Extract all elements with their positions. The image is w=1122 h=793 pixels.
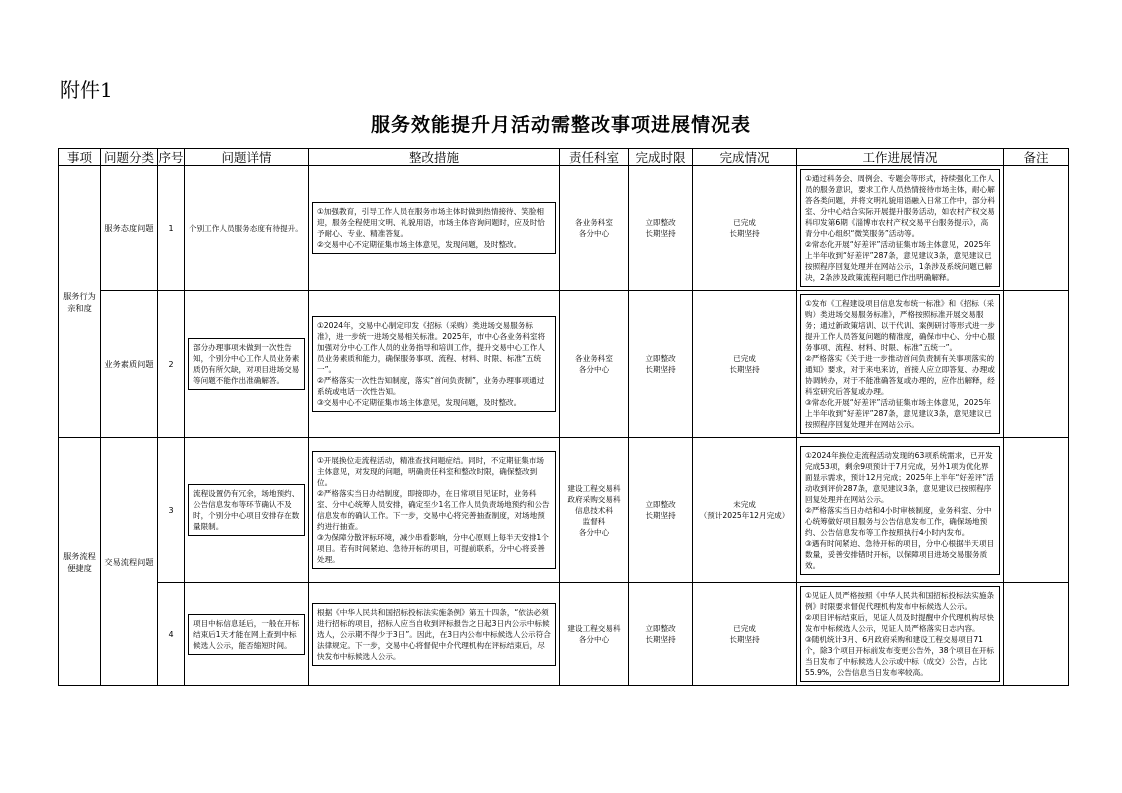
detail-cell: 项目中标信息延后，一般在开标结束后1天才能在网上查到中标候选人公示，能否缩短时间。: [185, 583, 309, 686]
header-progress: 工作进展情况: [797, 149, 1004, 166]
measures-cell: ①2024年，交易中心制定印发《招标（采购）类进场交易服务标准》，进一步统一进场交易相关标准。2025年，市中心各业务科室将加强对分中心工作人员的业务指导和培训工作，提升交易中心工作人员业务素质和能力，确保服务事项、流程、材料、时限、标准“五统一”。 ②严格落实一次性告知制度，落实“首问负责制”，业务办理事项通过系统或电话一次性告知。 ③交易中心不定期征集市场主体意见，发现问题，及时整改。: [309, 291, 560, 438]
header-note: 备注: [1004, 149, 1069, 166]
page-title: 服务效能提升月活动需整改事项进展情况表: [370, 114, 751, 136]
deadline-cell: 立即整改 长期坚持: [629, 291, 693, 438]
progress-cell: ①发布《工程建设项目信息发布统一标准》和《招标（采购）类进场交易服务标准》，严格按照标准开展交易服务；通过新政策培训、以干代训、案例研讨等形式进一步提升工作人员答复问题的精准度，确保市中心、分中心服务事项、流程、材料、时限、标准“五统一”。 ②严格落实《关于进一步推动首问负责制有关事项落实的通知》要求，对于来电来访，首接人应立即答复、办理或协调转办，对于不能准确答复或办理的，应作出解释，经科室研究后答复或办理。 ③常态化开展“好差评”活动征集市场主体意见，2025年上半年收到“好差评”287条，意见建议3条，意见建议已按照程序回复处理并在网站公示。: [797, 291, 1004, 438]
category-cell: 交易流程问题: [101, 438, 158, 686]
header-category: 问题分类: [101, 149, 158, 166]
note-cell: [1004, 166, 1069, 291]
header-item: 事项: [59, 149, 101, 166]
dept-cell: 建设工程交易科 各分中心: [560, 583, 629, 686]
seq-cell: 3: [158, 438, 185, 583]
item-cell: 服务流程 便捷度: [59, 438, 101, 686]
detail-cell: 个别工作人员服务态度有待提升。: [185, 166, 309, 291]
status-cell: 已完成 长期坚持: [693, 291, 797, 438]
table-row: [59, 166, 1069, 291]
status-cell: 已完成 长期坚持: [693, 166, 797, 291]
note-cell: [1004, 438, 1069, 583]
progress-table: [58, 148, 1069, 686]
seq-cell: 2: [158, 291, 185, 438]
detail-cell: 流程设置仍有冗余，场地预约、公告信息发布等环节确认不及时，个别分中心项目安排存在数量限制。: [185, 438, 309, 583]
detail-cell: 部分办理事项未做到一次性告知，个别分中心工作人员业务素质仍有所欠缺，对项目进场交易等问题不能作出准确解答。: [185, 291, 309, 438]
table-row: [59, 583, 1069, 686]
table-row: [59, 291, 1069, 438]
measures-cell: 根据《中华人民共和国招标投标法实施条例》第五十四条，“依法必须进行招标的项目，招标人应当自收到评标报告之日起3日内公示中标候选人，公示期不得少于3日”。因此，在3日内公布中标候选人公示符合法律规定。下一步，交易中心将督促中介代理机构在评标结束后，尽快发布中标候选人公示。: [309, 583, 560, 686]
dept-cell: 各业务科室 各分中心: [560, 166, 629, 291]
header-deadline: 完成时限: [629, 149, 693, 166]
measures-cell: ①开展换位走流程活动，精准查找问题症结。同时，不定期征集市场主体意见，对发现的问题，明确责任科室和整改时限，确保整改到位。 ②严格落实当日办结制度，即接即办，在日常项目见证时，业务科室、分中心统筹人员安排，确定至少1名工作人员负责场地预约和公告信息发布的确认工作。下一步，交易中心将完善抽查制度，对场地预约进行抽查。 ③为保障分散评标环境，减少串看影响，分中心原则上每半天安排1个项目。若有时间紧迫、急待开标的项目，可提前联系，分中心将妥善处理。: [309, 438, 560, 583]
header-dept: 责任科室: [560, 149, 629, 166]
table-row: [59, 438, 1069, 583]
header-detail: 问题详情: [185, 149, 309, 166]
seq-cell: 1: [158, 166, 185, 291]
dept-cell: 建设工程交易科 政府采购交易科 信息技术科 监督科 各分中心: [560, 438, 629, 583]
header-measures: 整改措施: [309, 149, 560, 166]
category-cell: 业务素质问题: [101, 291, 158, 438]
progress-cell: ①见证人员严格按照《中华人民共和国招标投标法实施条例》时限要求督促代理机构发布中标候选人公示。 ②项目评标结束后，见证人员及时提醒中介代理机构尽快发布中标候选人公示，见证人员严格落实日志内容。 ③随机统计3月、6月政府采购和建设工程交易项目71个，除3个项目开标前发布变更公告外，38个项目在开标当日发布了中标候选人公示或中标（成交）公告，占比55.9%，公告信息当日发布率较高。: [797, 583, 1004, 686]
note-cell: [1004, 583, 1069, 686]
attachment-label: 附件1: [60, 78, 113, 102]
item-cell: 服务行为 亲和度: [59, 166, 101, 438]
header-row: [59, 149, 1069, 166]
header-seq: 序号: [158, 149, 184, 165]
dept-cell: 各业务科室 各分中心: [560, 291, 629, 438]
measures-cell: ①加强教育，引导工作人员在服务市场主体时做到热情接待、笑脸相迎，服务全程使用文明、礼貌用语，市场主体咨询问题时，应及时恰予耐心、专业、精准答复。 ②交易中心不定期征集市场主体意见，发现问题，及时整改。: [309, 166, 560, 291]
deadline-cell: 立即整改 长期坚持: [629, 438, 693, 583]
status-cell: 未完成 （预计2025年12月完成）: [693, 438, 797, 583]
seq-cell: 4: [158, 583, 185, 686]
deadline-cell: 立即整改 长期坚持: [629, 166, 693, 291]
progress-cell: ①通过科务会、周例会、专题会等形式，持续强化工作人员的服务意识，要求工作人员热情接待市场主体，耐心解答各类问题，并将文明礼貌用语融入日常工作中，部分科室、分中心结合实际开展提升服务活动，如农村产权交易科印发第6期《淄博市农村产权交易平台服务提示》，高青分中心组织“微笑服务”活动等。 ②常态化开展“好差评”活动征集市场主体意见，2025年上半年收到“好差评”287条，意见建议3条，意见建议已按照程序回复处理并在网站公示，1条涉及系统问题已解决，2条涉及政策流程问题已作出明确解释。: [797, 166, 1004, 291]
header-status: 完成情况: [693, 149, 797, 166]
status-cell: 已完成 长期坚持: [693, 583, 797, 686]
note-cell: [1004, 291, 1069, 438]
category-cell: 服务态度问题: [101, 166, 158, 291]
progress-cell: ①2024年换位走流程活动发现的63项系统需求，已开发完成53项，剩余9项预计于7月完成，另外1项为优化界面显示需求，预计12月完成；2025年上半年“好差评”活动收到评价287条，意见建议3条，意见建议已按照程序回复处理并在网站公示。 ②严格落实当日办结和4小时审核制度，业务科室、分中心统筹做好项目服务与公告信息发布工作，确保场地预约、公告信息发布等工作按照执行4小时内发布。 ③遇有时间紧迫、急待开标的项目，分中心根据半天项目数量，妥善安排错时开标，以保障项目进场交易服务质效。: [797, 438, 1004, 583]
deadline-cell: 立即整改 长期坚持: [629, 583, 693, 686]
